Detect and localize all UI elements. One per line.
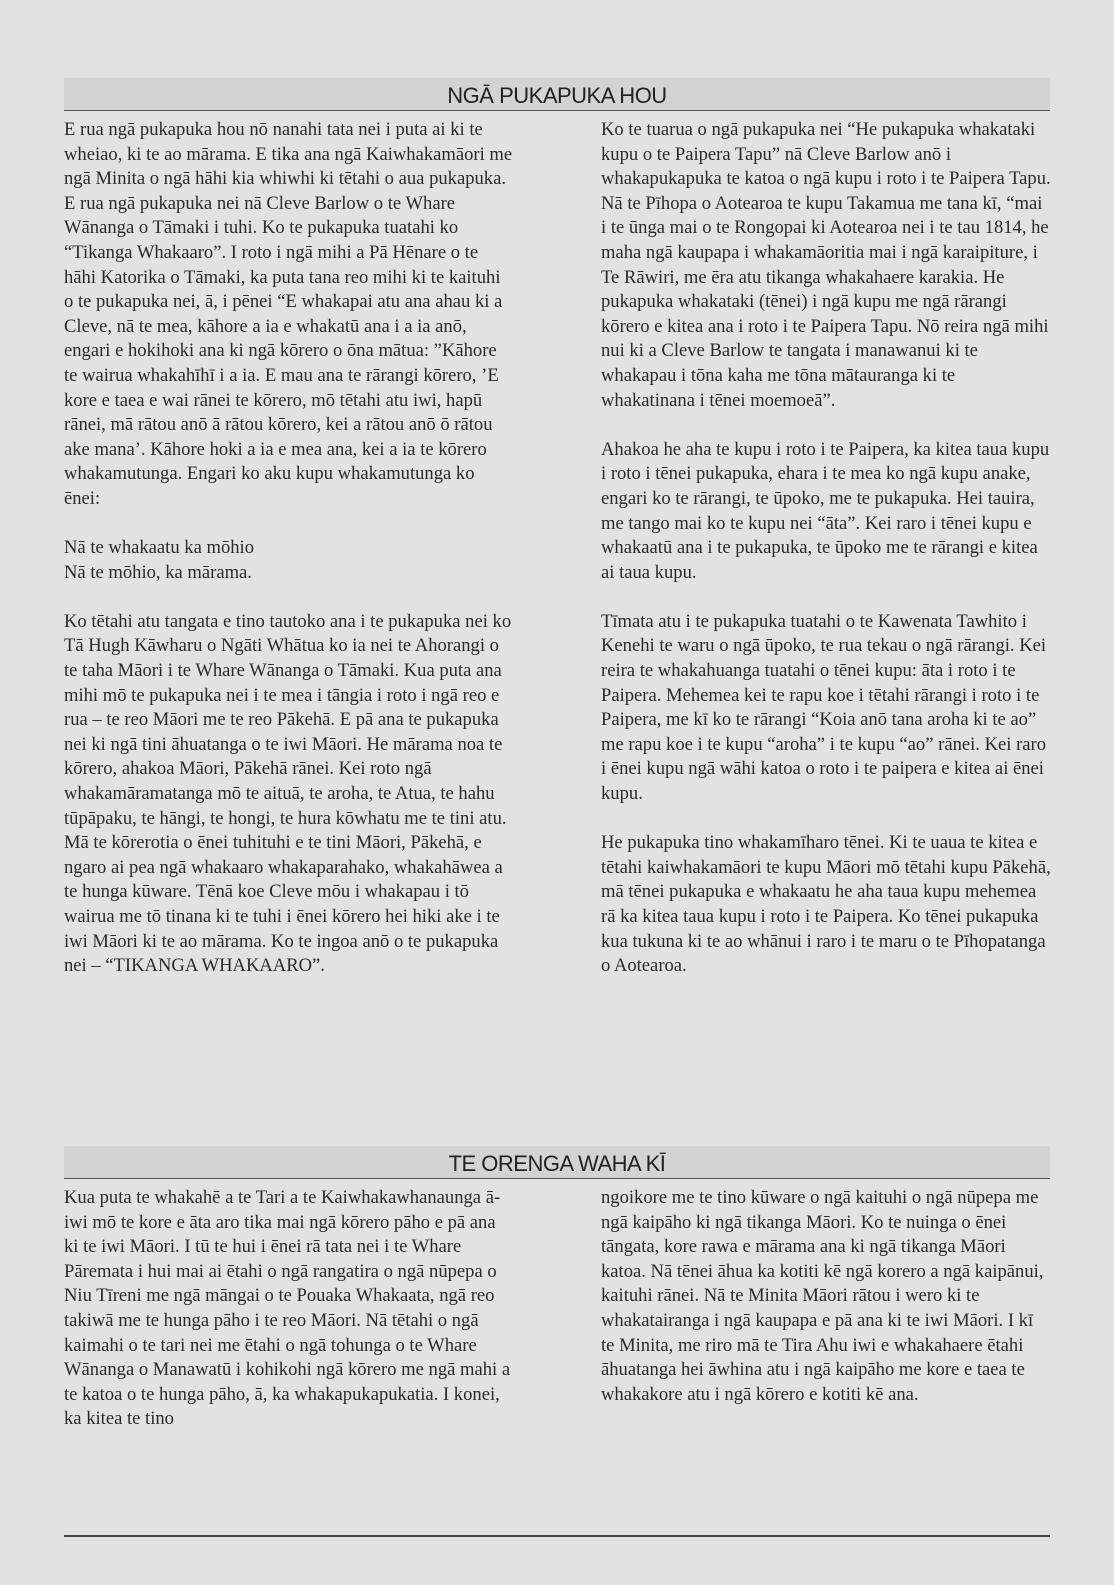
article-2-left-column (64, 1186, 514, 1457)
verse-line: Nā te mōhio, ka mārama. (64, 561, 252, 583)
paragraph: Ko tētahi atu tangata e tino tautoko ana i te pukapuka nei ko Tā Hugh Kāwharu o Ngāti Whātua ko ia nei te Ahorangi o te taha Māori i te Whare Wānanga o Tāmaki. Kua puta ana mihi mō te pukapuka nei i te mea i tāngia i roto i ngā reo e rua – te reo Māori me te reo Pākehā. E pā ana te pukapuka nei ki ngā tini āhuatanga o te iwi Māori. He mārama noa te kōrero, ahakoa Māori, Pākehā rānei. Kei roto ngā whakamāramatanga mō te aituā, te aroha, te Atua, te hahu tūpāpaku, te hāngi, te hongi, te hura kōwhatu me te tini atu. Mā te kōrerotia o ēnei tuhituhi e te tini Māori, Pākehā, e ngaro ai pea ngā whakaaro whakaparahako, whakahāwea a te hunga kūware. Tēnā koe Cleve mōu i whakapau i tō wairua me tō tinana ki te tuhi i ēnei kōrero hei hiki ake i te iwi Māori ki te ao mārama. Ko te ingoa anō o te pukapuka nei – “TIKANGA WHAKAARO”. (64, 610, 512, 977)
paragraph: He pukapuka tino whakamīharo tēnei. Ki te uaua te kitea e tētahi kaiwhakamāori te kupu Māori mō tētahi kupu Pākehā, mā tēnei pukapuka e whakaatu he aha taua kupu mehemea rā ka kitea taua kupu i roto i te Paipera. Ko tēnei pukapuka kua tukuna ki te ao whānui i raro i te maru o te Pīhopatanga o Aotearoa. (601, 832, 1051, 977)
section-title: TE ORENGA WAHA KĪ (448, 1151, 666, 1176)
paragraph: ngoikore me te tino kūware o ngā kaituhi o ngā nūpepa me ngā kaipāho ki ngā tikanga Māori. Ko te nuinga o ēnei tāngata, kore rawa e mārama ana ki ngā tikanga Māori katoa. Nā tēnei āhua ka kotiti kē ngā korero a ngā kaipānui, kaituhi rānei. Nā te Minita Māori rātou i wero ki te whakatairanga i ngā kaupapa e pā ana ki te iwi Māori. I kī te Minita, me riro mā te Tira Ahu iwi e whakahaere ētahi āhuatanga hei āwhina atu i ngā kaipāho me kore e taea te whakakore atu i ngā kōrero e kotiti kē ana. (601, 1187, 1044, 1405)
article-1-right-column (601, 118, 1051, 1003)
paragraph: E rua ngā pukapuka hou nō nanahi tata nei i puta ai ki te wheiao, ki te ao mārama. E tika ana ngā Kaiwhakamāori me ngā Minita o ngā hāhi kia whiwhi ki tētahi o aua pukapuka. E rua ngā pukapuka nei nā Cleve Barlow o te Whare Wānanga o Tāmaki i tuhi. Ko te pukapuka tuatahi ko “Tikanga Whakaaro”. I roto i ngā mihi a Pā Hēnare o te hāhi Katorika o Tāmaki, ka puta tana reo mihi ki te kaituhi o te pukapuka nei, ā, i pēnei “E whakapai atu ana ahau ki a Cleve, nā te mea, kāhore a ia e whakatū ana i a ia anō, engari e hokihoki ana ki ngā kōrero o ōna mātua: ”Kāhore te wairua whakahīhī i a ia. E mau ana te rārangi kōrero, ’E kore e taea e wai rānei te kōrero, mō tētahi atu iwi, hapū rānei, mā rātou anō ā rātou kōrero, kei a rātou anō ō rātou ake mana’. Kāhore hoki a ia e mea ana, kei a ia te kōrero whakamutunga. Engari ko aku kupu whakamutunga ko ēnei: (64, 119, 513, 509)
bottom-rule (64, 1535, 1050, 1537)
section-header-nga-pukapuka-hou (64, 78, 1050, 111)
verse-line: Nā te whakaatu ka mōhio (64, 537, 255, 559)
paragraph: Tīmata atu i te pukapuka tuatahi o te Kawenata Tawhito i Kenehi te waru o ngā ūpoko, te rua tekau o ngā rārangi. Kei reira te whakahuanga tuatahi o tēnei kupu: āta i roto i te Paipera. Mehemea kei te rapu koe i tētahi rārangi i roto i te Paipera, me kī ko te rārangi “Koia anō tana aroha ki te ao” me rapu koe i te kupu “aroha” i te kupu “ao” rānei. Kei raro i ēnei kupu ngā wāhi katoa o roto i te paipera e kitea ai ēnei kupu. (601, 610, 1047, 805)
paragraph: Ahakoa he aha te kupu i roto i te Paipera, ka kitea taua kupu i roto i tēnei pukapuka, ehara i te mea ko ngā kupu anake, engari ko te rārangi, te ūpoko, me te pukapuka. Hei tauira, me tango mai ko te kupu nei “āta”. Kei raro i tēnei kupu e whakaatū ana i te pukapuka, te ūpoko me te rārangi e kitea ai taua kupu. (601, 438, 1050, 583)
paragraph: Kua puta te whakahē a te Tari a te Kaiwhakawhanaunga ā-iwi mō te kore e āta aro tika mai ngā kōrero pāho e pā ana ki te iwi Māori. I tū te hui i ēnei rā tata nei i te Whare Pāremata i hui mai ai ētahi o ngā rangatira o ngā nūpepa o Niu Tīreni me ngā māngai o te Pouaka Whakaata, ngā reo takiwā me te hunga pāho i te reo Māori. Nā tētahi o ngā kaimahi o te tari nei me ētahi o ngā tohunga o te Whare Wānanga o Manawatū i kohikohi ngā kōrero me ngā mahi a te katoa o te hunga pāho, ā, ka whakapukapukatia. I konei, ka kitea te tino (64, 1187, 511, 1430)
article-2-right-column (601, 1186, 1051, 1432)
paragraph: Ko te tuarua o ngā pukapuka nei “He pukapuka whakataki kupu o te Paipera Tapu” nā Cleve Barlow anō i whakapukapuka te katoa o ngā kupu i roto i te Paipera Tapu. Nā te Pīhopa o Aotearoa te kupu Takamua me tana kī, “mai i te ūnga mai o te Rongopai ki Aotearoa nei i te tau 1814, he maha ngā kaupapa i whakamāoritia mai i ngā karaipiture, i Te Rāwiri, me ēra atu tikanga whakahaere karakia. He pukapuka whakataki (tēnei) i ngā kupu me ngā rārangi kōrero e kitea ana i roto i te Paipera Tapu. Nō reira ngā mihi nui ki a Cleve Barlow te tangata i manawanui ki te whakapau i tōna kaha me tōna mātauranga ki te whakatinana i tēnei moemoeā”. (601, 119, 1051, 411)
section-title: NGĀ PUKAPUKA HOU (447, 83, 667, 108)
article-1-left-column (64, 118, 514, 1003)
section-header-te-orenga-waha-ki (64, 1146, 1050, 1179)
